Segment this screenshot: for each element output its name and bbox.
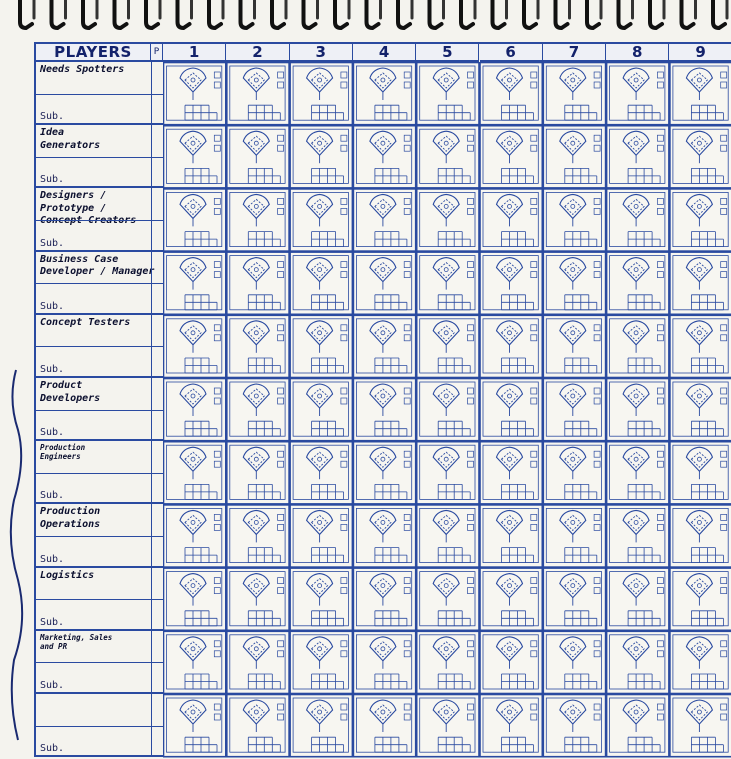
sub-divider: [36, 410, 163, 411]
spiral-binding-icon: [461, 0, 475, 28]
score-cell[interactable]: [480, 63, 542, 125]
sub-divider: [36, 94, 163, 95]
player-row[interactable]: [36, 568, 163, 631]
player-row[interactable]: [36, 378, 163, 441]
player-name[interactable]: Product Developers: [40, 380, 101, 404]
score-cell[interactable]: [353, 695, 415, 757]
score-cell[interactable]: [353, 315, 415, 377]
score-cell[interactable]: [290, 695, 352, 757]
score-cell[interactable]: [480, 442, 542, 504]
inning-header-1: 1: [163, 44, 226, 62]
score-cell[interactable]: [227, 568, 289, 630]
score-cell[interactable]: [670, 189, 731, 251]
score-cell[interactable]: [353, 126, 415, 188]
player-name[interactable]: Marketing, Sales and PR: [40, 632, 113, 651]
spiral-binding-icon: [713, 0, 727, 28]
score-cell[interactable]: [227, 695, 289, 757]
score-cell[interactable]: [607, 695, 669, 757]
player-row[interactable]: [36, 631, 163, 694]
spiral-binding-icon: [493, 0, 507, 28]
sub-divider: [36, 726, 163, 727]
score-cell[interactable]: [670, 379, 731, 441]
score-cell[interactable]: [480, 568, 542, 630]
score-cell[interactable]: [353, 568, 415, 630]
score-cell[interactable]: [417, 126, 479, 188]
substitute-label: Sub.: [40, 616, 65, 628]
score-cell[interactable]: [543, 505, 605, 567]
score-cell[interactable]: [290, 189, 352, 251]
score-cell[interactable]: [670, 315, 731, 377]
spiral-binding-icon: [178, 0, 192, 28]
score-cell[interactable]: [670, 631, 731, 693]
sub-divider: [36, 473, 163, 474]
player-row[interactable]: [36, 441, 163, 504]
score-cell[interactable]: [290, 631, 352, 693]
score-cell[interactable]: [607, 442, 669, 504]
score-cell[interactable]: [417, 442, 479, 504]
score-cell[interactable]: [353, 442, 415, 504]
substitute-label: Sub.: [40, 679, 65, 691]
score-cell[interactable]: [670, 505, 731, 567]
spiral-binding-icon: [241, 0, 255, 28]
score-cell[interactable]: [164, 126, 226, 188]
score-cell[interactable]: [290, 505, 352, 567]
player-name[interactable]: Designers / Prototype / Concept Creators: [40, 190, 137, 227]
score-cell[interactable]: [607, 315, 669, 377]
sub-divider: [36, 662, 163, 663]
inning-header-5: 5: [416, 44, 479, 62]
score-cell[interactable]: [417, 63, 479, 125]
scorecard-sheet: [34, 42, 731, 757]
sub-divider: [36, 283, 163, 284]
position-header: P: [151, 44, 163, 62]
spiral-binding-icon: [335, 0, 349, 28]
score-cell[interactable]: [543, 631, 605, 693]
player-row[interactable]: [36, 694, 163, 757]
inning-header-3: 3: [290, 44, 353, 62]
score-cell[interactable]: [670, 126, 731, 188]
score-cell[interactable]: [480, 695, 542, 757]
score-cell[interactable]: [543, 315, 605, 377]
spiral-binding-icon: [556, 0, 570, 28]
score-cell[interactable]: [290, 442, 352, 504]
score-cell[interactable]: [353, 379, 415, 441]
score-cell[interactable]: [164, 695, 226, 757]
score-cell[interactable]: [164, 379, 226, 441]
score-cell[interactable]: [227, 379, 289, 441]
score-cell[interactable]: [417, 252, 479, 314]
spiral-binding-icon: [398, 0, 412, 28]
substitute-label: Sub.: [40, 490, 65, 502]
spiral-binding-icon: [115, 0, 129, 28]
score-cell[interactable]: [543, 442, 605, 504]
spiral-binding-icon: [304, 0, 318, 28]
score-cell[interactable]: [164, 505, 226, 567]
score-cell[interactable]: [227, 631, 289, 693]
spiral-binding-icon: [682, 0, 696, 28]
spiral-binding-icon: [367, 0, 381, 28]
score-cell[interactable]: [417, 695, 479, 757]
score-cell[interactable]: [227, 126, 289, 188]
inning-header-9: 9: [669, 44, 731, 62]
spiral-binding: [0, 0, 731, 34]
score-cell[interactable]: [480, 505, 542, 567]
substitute-label: Sub.: [40, 174, 65, 186]
inning-header-7: 7: [543, 44, 606, 62]
inning-header-2: 2: [226, 44, 289, 62]
spiral-binding-icon: [619, 0, 633, 28]
score-cell[interactable]: [607, 379, 669, 441]
score-cell[interactable]: [290, 126, 352, 188]
spiral-binding-icon: [650, 0, 664, 28]
score-cell[interactable]: [164, 315, 226, 377]
score-cell[interactable]: [543, 189, 605, 251]
spiral-binding-icon: [146, 0, 160, 28]
score-cell[interactable]: [543, 252, 605, 314]
score-cell[interactable]: [227, 442, 289, 504]
player-name[interactable]: Production Operations: [40, 506, 101, 530]
score-cell[interactable]: [607, 189, 669, 251]
substitute-label: Sub.: [40, 363, 65, 375]
player-row[interactable]: [36, 504, 163, 567]
score-cell[interactable]: [543, 379, 605, 441]
substitute-label: Sub.: [40, 300, 65, 312]
player-row[interactable]: [36, 188, 163, 251]
score-cell[interactable]: [227, 505, 289, 567]
player-name[interactable]: Production Engineers: [40, 443, 86, 462]
players-header: PLAYERS: [36, 44, 151, 62]
score-cell[interactable]: [480, 126, 542, 188]
spiral-binding-icon: [52, 0, 66, 28]
player-row[interactable]: [36, 125, 163, 188]
score-cell[interactable]: [227, 189, 289, 251]
sub-divider: [36, 220, 163, 221]
score-cell[interactable]: [164, 631, 226, 693]
spiral-binding-icon: [272, 0, 286, 28]
player-name[interactable]: Concept Testers: [40, 316, 131, 328]
player-name[interactable]: Idea Generators: [40, 127, 101, 151]
score-cell[interactable]: [417, 379, 479, 441]
score-cell[interactable]: [480, 315, 542, 377]
score-cell[interactable]: [417, 189, 479, 251]
score-cell[interactable]: [607, 505, 669, 567]
substitute-label: Sub.: [40, 743, 65, 755]
score-cell[interactable]: [353, 505, 415, 567]
score-cell[interactable]: [607, 568, 669, 630]
score-cell[interactable]: [353, 252, 415, 314]
player-name[interactable]: Business Case Developer / Manager: [40, 253, 155, 278]
player-name[interactable]: Logistics: [40, 569, 95, 581]
spiral-binding-icon: [430, 0, 444, 28]
player-row[interactable]: [36, 62, 163, 125]
sub-divider: [36, 157, 163, 158]
score-cell[interactable]: [670, 252, 731, 314]
score-cell[interactable]: [607, 252, 669, 314]
scoring-grid: [163, 62, 731, 759]
substitute-label: Sub.: [40, 553, 65, 565]
spiral-binding-icon: [209, 0, 223, 28]
inning-header-8: 8: [606, 44, 669, 62]
substitute-label: Sub.: [40, 427, 65, 439]
score-cell[interactable]: [290, 568, 352, 630]
score-cell[interactable]: [353, 63, 415, 125]
score-cell[interactable]: [480, 189, 542, 251]
score-cell[interactable]: [290, 252, 352, 314]
score-cell[interactable]: [670, 695, 731, 757]
score-cell[interactable]: [543, 63, 605, 125]
spiral-binding-icon: [83, 0, 97, 28]
score-cell[interactable]: [417, 568, 479, 630]
sub-divider: [36, 346, 163, 347]
score-cell[interactable]: [417, 505, 479, 567]
sub-divider: [36, 536, 163, 537]
score-cell[interactable]: [670, 442, 731, 504]
sub-divider: [36, 599, 163, 600]
score-cell[interactable]: [607, 126, 669, 188]
player-row[interactable]: [36, 315, 163, 378]
score-cell[interactable]: [353, 631, 415, 693]
substitute-label: Sub.: [40, 237, 65, 249]
score-cell[interactable]: [164, 442, 226, 504]
score-cell[interactable]: [164, 63, 226, 125]
player-name[interactable]: Needs Spotters: [40, 64, 125, 75]
score-cell[interactable]: [290, 63, 352, 125]
score-cell[interactable]: [670, 63, 731, 125]
score-cell[interactable]: [670, 568, 731, 630]
side-imprint: [2, 360, 28, 755]
score-cell[interactable]: [607, 63, 669, 125]
score-cell[interactable]: [543, 568, 605, 630]
spiral-binding-icon: [587, 0, 601, 28]
inning-header-4: 4: [353, 44, 416, 62]
score-cell[interactable]: [480, 252, 542, 314]
score-cell[interactable]: [607, 631, 669, 693]
score-cell[interactable]: [417, 315, 479, 377]
score-cell[interactable]: [164, 252, 226, 314]
score-cell[interactable]: [480, 631, 542, 693]
score-cell[interactable]: [543, 695, 605, 757]
score-cell[interactable]: [290, 315, 352, 377]
score-cell[interactable]: [417, 631, 479, 693]
score-cell[interactable]: [164, 568, 226, 630]
spiral-binding-icon: [20, 0, 34, 28]
score-cell[interactable]: [227, 63, 289, 125]
player-row[interactable]: [36, 252, 163, 315]
spiral-binding-icon: [524, 0, 538, 28]
inning-header-6: 6: [480, 44, 543, 62]
score-cell[interactable]: [290, 379, 352, 441]
score-cell[interactable]: [543, 126, 605, 188]
score-cell[interactable]: [480, 379, 542, 441]
substitute-label: Sub.: [40, 111, 65, 123]
score-cell[interactable]: [164, 189, 226, 251]
score-cell[interactable]: [227, 252, 289, 314]
score-cell[interactable]: [227, 315, 289, 377]
score-cell[interactable]: [353, 189, 415, 251]
